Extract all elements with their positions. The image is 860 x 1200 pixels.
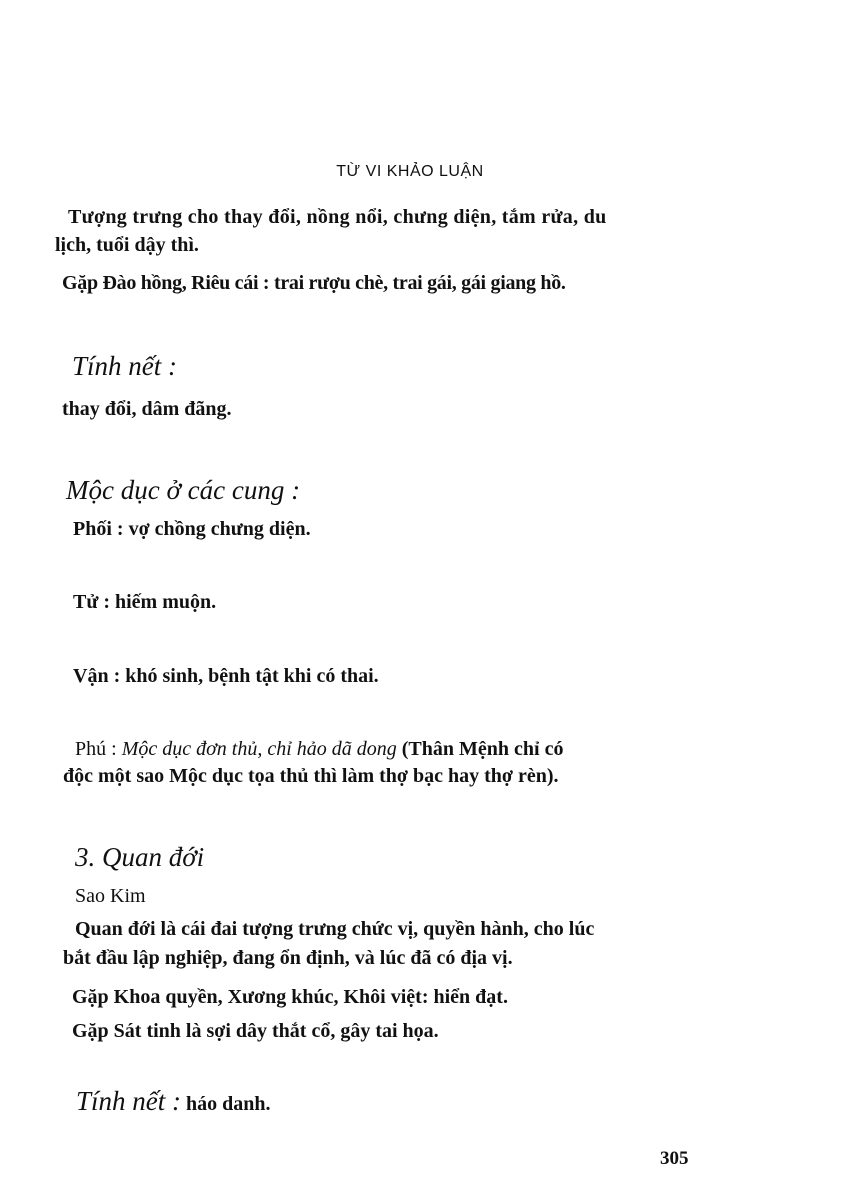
item-label: Tử [73,591,99,613]
tinh-net-text: thay đổi, dâm đãng. [62,398,232,420]
quan-doi-line-2: bắt đầu lập nghiệp, đang ổn định, và lúc đã có địa vị. [63,947,513,969]
moc-duc-item-phoi [73,517,311,541]
phu-quote: Mộc dục đơn thủ, chỉ hảo dã dong [121,738,397,760]
section-heading-tinh-net: Tính nết : [72,351,177,381]
item-label: Phối [73,518,112,540]
tinh-net-2-heading: Tính nết : [76,1086,181,1116]
tinh-net-2-text: háo danh. [181,1093,271,1115]
phu-line-2: độc một sao Mộc dục tọa thủ thì làm thợ bạc hay thợ rèn). [63,765,559,787]
moc-duc-item-van [73,664,379,688]
item-label: Vận [73,665,109,687]
section-heading-moc-duc: Mộc dục ở các cung : [66,475,301,505]
page-number: 305 [660,1148,689,1169]
intro-line-2: lịch, tuổi dậy thì. [55,234,199,256]
tinh-net-2 [76,1085,271,1120]
running-header: TỪ VI KHẢO LUẬN [336,163,484,180]
moc-duc-item-tu [73,590,216,614]
item-text: : khó sinh, bệnh tật khi có thai. [108,665,379,687]
item-text: : vợ chồng chưng diện. [111,518,311,540]
phu-label: Phú : [75,738,122,760]
quan-doi-line-4: Gặp Sát tinh là sợi dây thắt cổ, gây tai họa. [72,1020,439,1042]
quan-doi-line-3: Gặp Khoa quyền, Xương khúc, Khôi việt: hiển đạt. [72,986,508,1008]
intro-line-1: Tượng trưng cho thay đổi, nồng nổi, chưng diện, tắm rửa, du [68,206,607,228]
quan-doi-line-1: Quan đới là cái đai tượng trưng chức vị, quyền hành, cho lúc [75,918,595,940]
intro-line-3: Gặp Đào hồng, Riêu cái : trai rượu chè, trai gái, gái giang hồ. [62,272,566,294]
item-text: : hiếm muộn. [98,591,217,613]
phu-rest: (Thân Mệnh chỉ có [396,738,564,760]
quan-doi-sao: Sao Kim [75,885,146,907]
section-heading-quan-doi: 3. Quan đới [75,842,205,872]
phu-line-1 [75,737,563,761]
